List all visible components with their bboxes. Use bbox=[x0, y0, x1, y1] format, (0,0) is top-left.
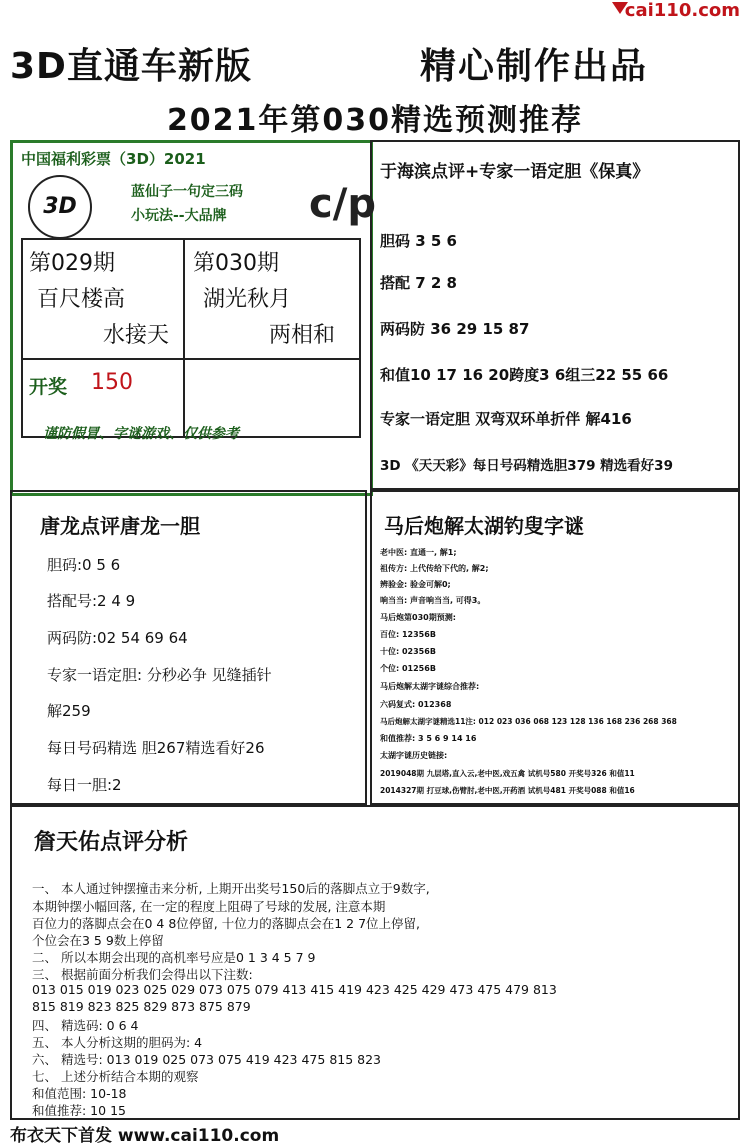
analysis-row: 本期钟摆小幅回落, 在一定的程度上阻碍了号球的发展, 注意本期 bbox=[32, 899, 386, 914]
riddle-row: 马后炮解太湖字谜综合推荐: bbox=[380, 682, 480, 691]
analysis-row: 一、 本人通过钟摆撞击来分析, 上期开出奖号150后的落脚点立于9数字, bbox=[32, 881, 430, 896]
analysis-row: 三、 根据前面分析我们会得出以下注数: bbox=[32, 967, 253, 982]
analysis-row: 013 015 019 023 025 029 073 075 079 413 415 419 423 425 429 473 475 479 813 bbox=[32, 982, 557, 997]
expert-row: 3D 《天天彩》每日号码精选胆379 精选看好39 bbox=[380, 458, 673, 474]
expert-row: 两码防 36 29 15 87 bbox=[380, 320, 530, 338]
prev-poem-line1: 百尺楼高 bbox=[37, 287, 126, 312]
riddle-row: 六码复式: 012368 bbox=[380, 700, 452, 709]
riddle-row: 马后炮第030期预测: bbox=[380, 613, 456, 622]
expert-review-panel bbox=[370, 140, 740, 490]
page-subtitle: 2021年第030精选预测推荐 bbox=[166, 103, 584, 138]
footer-source[interactable]: 布衣天下首发 www.cai110.com bbox=[10, 1126, 280, 1146]
tanglong-row: 专家一语定胆: 分秒必争 见缝插针 bbox=[47, 666, 272, 684]
riddle-solution-panel bbox=[370, 490, 740, 805]
expert-row: 胆码 3 5 6 bbox=[380, 232, 457, 250]
riddle-row: 祖传方: 上代传给下代的, 解2; bbox=[380, 564, 489, 573]
riddle-row: 十位: 02356B bbox=[380, 647, 436, 656]
analysis-row: 和值范围: 10-18 bbox=[32, 1086, 127, 1101]
lottery-card-panel bbox=[10, 140, 376, 496]
tanglong-row: 胆码:0 5 6 bbox=[47, 556, 121, 574]
analysis-row: 六、 精选号: 013 019 025 073 075 419 423 475 815 823 bbox=[32, 1052, 382, 1067]
analysis-row: 百位力的落脚点会在0 4 8位停留, 十位力的落脚点会在1 2 7位上停留, bbox=[32, 916, 421, 931]
zhantianyou-analysis-panel bbox=[10, 805, 740, 1120]
tanglong-title: 唐龙点评唐龙一胆 bbox=[40, 514, 200, 538]
expert-row: 专家一语定胆 双弯双环单折伴 解416 bbox=[380, 410, 632, 428]
analysis-row: 七、 上述分析结合本期的观察 bbox=[32, 1069, 199, 1084]
riddle-row: 马后炮解太湖字谜精选11注: 012 023 036 068 123 128 136 168 236 268 368 bbox=[380, 717, 677, 726]
expert-row: 搭配 7 2 8 bbox=[380, 274, 457, 292]
riddle-panel-title: 马后炮解太湖钓叟字谜 bbox=[384, 514, 584, 538]
analysis-row: 五、 本人分析这期的胆码为: 4 bbox=[32, 1035, 203, 1050]
prev-issue-label: 第029期 bbox=[29, 251, 115, 276]
expert-panel-title: 于海滨点评+专家一语定胆《保真》 bbox=[380, 162, 650, 182]
card-slogan-1: 蓝仙子一句定三码 bbox=[131, 184, 243, 200]
header-right-title: 精心制作出品 bbox=[420, 46, 649, 87]
analysis-row: 个位会在3 5 9数上停留 bbox=[32, 933, 164, 948]
riddle-grid bbox=[21, 238, 361, 438]
analysis-row: 和值推荐: 10 15 bbox=[32, 1103, 126, 1118]
tanglong-row: 每日号码精选 胆267精选看好26 bbox=[47, 739, 265, 757]
disclaimer-text: 谨防假冒、字谜游戏、仅供参考 bbox=[43, 426, 239, 442]
analysis-row: 815 819 823 825 829 873 875 879 bbox=[32, 999, 251, 1014]
tanglong-row: 解259 bbox=[47, 702, 91, 720]
analysis-row: 二、 所以本期会出现的高机率号应是0 1 3 4 5 7 9 bbox=[32, 950, 316, 965]
cur-poem-line2: 两相和 bbox=[269, 323, 336, 348]
cur-issue-label: 第030期 bbox=[193, 251, 279, 276]
tanglong-row: 两码防:02 54 69 64 bbox=[47, 629, 188, 647]
draw-label: 开奖 bbox=[29, 376, 68, 398]
riddle-row: 太湖字谜历史链接: bbox=[380, 751, 448, 760]
site-logo-text[interactable]: cai110.com bbox=[624, 0, 740, 21]
riddle-row: 响当当: 声音响当当, 可得3。 bbox=[380, 596, 486, 605]
cur-poem-line1: 湖光秋月 bbox=[203, 287, 292, 312]
tanglong-row: 每日一胆:2 bbox=[47, 776, 122, 794]
header-left-title: 3D直通车新版 bbox=[10, 46, 252, 87]
analysis-title: 詹天佑点评分析 bbox=[34, 830, 189, 855]
riddle-row: 老中医: 直通一, 解1; bbox=[380, 548, 457, 557]
analysis-row: 四、 精选码: 0 6 4 bbox=[32, 1018, 139, 1033]
riddle-row: 和值推荐: 3 5 6 9 14 16 bbox=[380, 734, 477, 743]
expert-row: 和值10 17 16 20跨度3 6组三22 55 66 bbox=[380, 366, 669, 384]
tanglong-row: 搭配号:2 4 9 bbox=[47, 592, 136, 610]
tanglong-panel bbox=[10, 490, 367, 805]
riddle-row: 百位: 12356B bbox=[380, 630, 436, 639]
card-title: 中国福利彩票（3D）2021 bbox=[21, 150, 206, 168]
brand-mark-icon: c/p bbox=[309, 181, 376, 227]
draw-value: 150 bbox=[91, 370, 133, 395]
riddle-row: 2019048期 九层塔,直入云,老中医,戏五禽 试机号580 开奖号326 和值11 bbox=[380, 769, 635, 778]
riddle-row: 辨验金: 验金可解0; bbox=[380, 580, 451, 589]
card-slogan-2: 小玩法--大品牌 bbox=[131, 208, 227, 224]
riddle-row: 个位: 01256B bbox=[380, 664, 436, 673]
3d-logo-icon: 3D bbox=[28, 175, 92, 239]
riddle-row: 2014327期 打豆球,伤臂肘,老中医,开药酒 试机号481 开奖号088 和值16 bbox=[380, 786, 635, 795]
prev-poem-line2: 水接天 bbox=[103, 323, 170, 348]
